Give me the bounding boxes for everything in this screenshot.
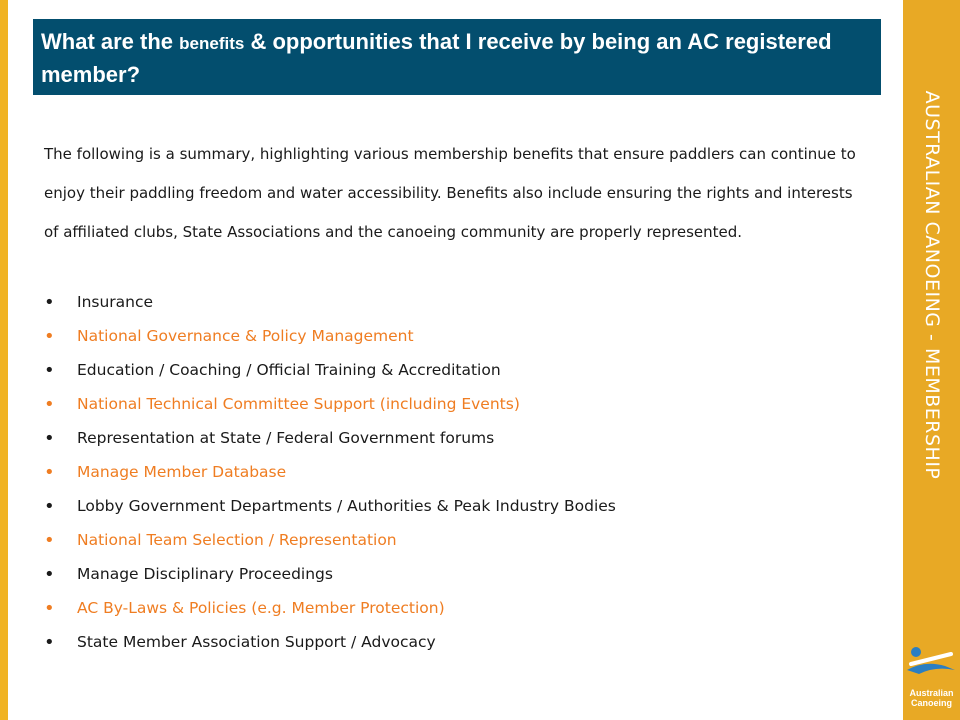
benefit-item — [44, 455, 864, 489]
bullet-icon: • — [44, 597, 55, 619]
benefit-label: Insurance — [77, 293, 154, 311]
benefit-label: National Technical Committee Support (including Events) — [77, 395, 520, 413]
side-title-container — [903, 40, 960, 530]
bullet-icon: • — [44, 563, 55, 585]
benefit-label: Representation at State / Federal Government forums — [77, 429, 495, 447]
benefit-label: Manage Member Database — [77, 463, 287, 481]
benefit-item — [44, 557, 864, 591]
benefit-label: Manage Disciplinary Proceedings — [77, 565, 333, 583]
logo-wordmark: Australian Canoeing — [909, 688, 954, 708]
benefits-list — [44, 285, 864, 659]
header-banner — [33, 19, 881, 95]
benefit-item — [44, 489, 864, 523]
benefit-item — [44, 319, 864, 353]
bullet-icon: • — [44, 325, 55, 347]
bullet-icon: • — [44, 427, 55, 449]
side-title: AUSTRALIAN CANOEING - MEMBERSHIP — [920, 90, 943, 480]
benefit-item — [44, 591, 864, 625]
benefit-item — [44, 625, 864, 659]
bullet-icon: • — [44, 461, 55, 483]
benefit-label: Lobby Government Departments / Authorities & Peak Industry Bodies — [77, 497, 616, 515]
bullet-icon: • — [44, 291, 55, 313]
paddler-icon — [905, 640, 958, 688]
bullet-icon: • — [44, 393, 55, 415]
bullet-icon: • — [44, 529, 55, 551]
benefit-label: Education / Coaching / Official Training & Accreditation — [77, 361, 501, 379]
intro-paragraph: The following is a summary, highlighting various membership benefits that ensure paddlers can continue to enjoy their paddling freedom and water accessibility. Benefits also include ensuring the rights and interests of affiliated clubs, State Associations and the canoeing community are properly represented. — [44, 145, 856, 241]
benefit-item — [44, 285, 864, 319]
benefit-label: National Governance & Policy Management — [77, 327, 414, 345]
benefit-item — [44, 523, 864, 557]
australian-canoeing-logo — [905, 640, 958, 718]
benefit-item — [44, 421, 864, 455]
benefit-item — [44, 353, 864, 387]
page-title: What are the benefits & opportunities that I receive by being an AC registered member? — [41, 29, 832, 87]
bullet-icon: • — [44, 631, 55, 653]
benefit-label: AC By-Laws & Policies (e.g. Member Protection) — [77, 599, 445, 617]
benefit-label: State Member Association Support / Advocacy — [77, 633, 436, 651]
left-accent-strip — [0, 0, 8, 720]
benefit-label: National Team Selection / Representation — [77, 531, 397, 549]
benefit-item — [44, 387, 864, 421]
bullet-icon: • — [44, 359, 55, 381]
bullet-icon: • — [44, 495, 55, 517]
